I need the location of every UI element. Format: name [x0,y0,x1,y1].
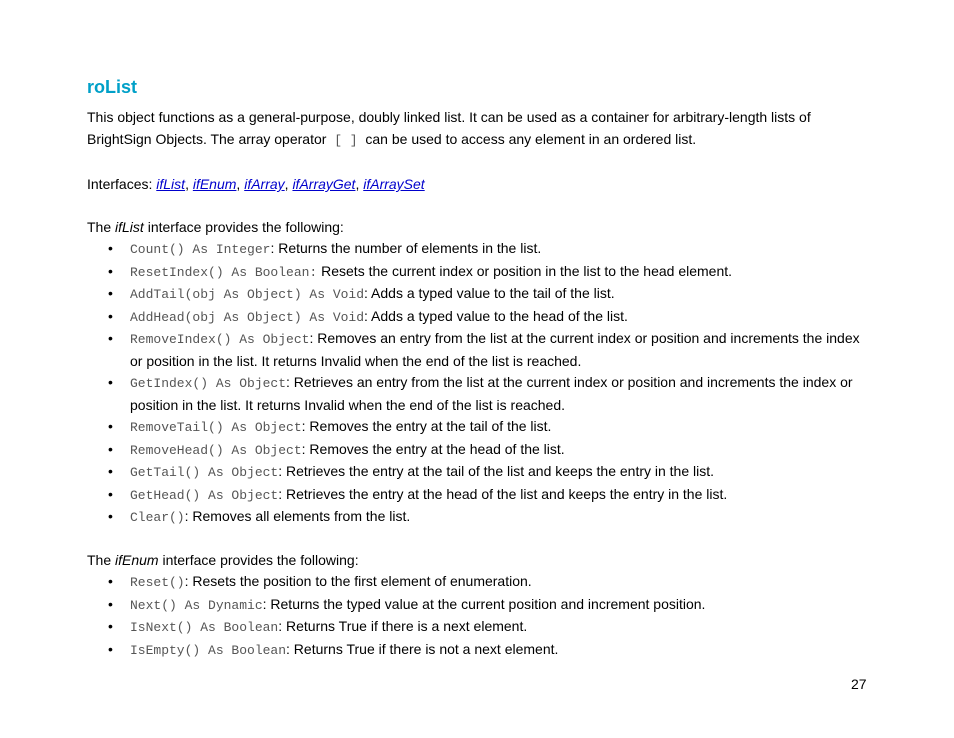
method-description: : Removes the entry at the head of the list. [301,440,565,457]
method-signature: AddTail(obj As Object) As Void [130,287,365,302]
method-signature: IsNext() As Boolean [130,620,279,635]
method-item [87,238,867,261]
intro-code: [ ] [334,132,358,148]
iflist-heading-name: ifList [115,218,144,235]
method-description: : Removes the entry at the tail of the list. [301,418,552,434]
iflist-heading-suffix: interface provides the following: [147,218,344,235]
interface-link-ifarrayset[interactable]: ifArraySet [363,176,425,192]
method-signature: GetTail() As Object [130,465,279,480]
ifenum-heading-suffix: interface provides the following: [162,551,359,568]
page-number: 27 [851,676,867,692]
method-description: : Removes an entry from the list at the current index or position and increments the index or position in the list. It returns Invalid when the end of the list is reached. [130,330,860,369]
link-separator: , [355,176,364,192]
method-item [87,328,867,372]
section-title: roList [87,77,138,97]
method-item [87,261,867,284]
method-description: : Returns True if there is a next element. [278,618,528,634]
method-description: : Adds a typed value to the tail of the list. [364,285,615,301]
ifenum-heading-name: ifEnum [115,551,159,568]
method-description: Resets the current index or position in the list to the head element. [317,262,733,279]
intro-paragraph [87,107,867,151]
intro-text-2: can be used to access any element in an ordered list. [365,130,697,147]
interface-link-ifenum[interactable]: ifEnum [192,176,237,192]
document-page [87,76,867,661]
iflist-heading-prefix: The [87,218,112,235]
method-signature: GetIndex() As Object [130,376,287,391]
method-signature: RemoveHead() As Object [130,442,302,458]
ifenum-method-list [87,571,867,661]
interface-link-ifarrayget[interactable]: ifArrayGet [292,176,356,192]
method-signature: Next() As Dynamic [130,597,263,613]
interfaces-links [156,176,424,192]
method-description: : Returns the typed value at the current position and increment position. [262,595,706,612]
method-item [87,283,867,306]
method-description: : Retrieves an entry from the list at the current index or position and increments the index or position in the list. It returns Invalid when the end of the list is reached. [130,374,853,413]
method-item [87,439,867,462]
interfaces-label: Interfaces: [87,176,153,192]
method-description: : Removes all elements from the list. [184,508,411,524]
interface-link-ifarray[interactable]: ifArray [244,176,285,192]
link-separator: , [284,176,293,192]
method-item [87,306,867,329]
method-signature: RemoveTail() As Object [130,420,302,435]
method-item [87,594,867,617]
method-signature: Clear() [130,510,185,525]
method-item [87,372,867,416]
iflist-method-list [87,238,867,529]
method-item [87,484,867,507]
method-signature: AddHead(obj As Object) As Void [130,309,365,325]
method-description: : Returns the number of elements in the list. [270,240,542,256]
method-item [87,461,867,484]
link-separator: , [236,176,245,192]
method-signature: IsEmpty() As Boolean [130,642,287,658]
ifenum-heading [87,550,867,572]
method-signature: GetHead() As Object [130,487,279,503]
method-signature: RemoveIndex() As Object [130,332,310,347]
method-item [87,639,867,662]
ifenum-heading-prefix: The [87,551,112,568]
intro-text-1: This object functions as a general-purpose, doubly linked list. It can be used as a container for arbitrary-length lists of BrightSign Objects. The array operator [87,109,811,147]
iflist-heading [87,217,867,239]
method-description: : Retrieves the entry at the head of the list and keeps the entry in the list. [278,485,728,502]
method-description: : Adds a typed value to the head of the list. [364,307,628,324]
method-description: : Resets the position to the first element of enumeration. [184,573,532,589]
method-item [87,616,867,639]
interface-link-iflist[interactable]: ifList [156,176,186,192]
method-item [87,571,867,594]
interfaces-line [87,174,867,196]
method-item [87,416,867,439]
method-description: : Returns True if there is not a next element. [286,640,559,657]
method-signature: Count() As Integer [130,242,271,257]
method-item [87,506,867,529]
method-signature: Reset() [130,575,185,590]
method-signature: ResetIndex() As Boolean: [130,264,318,280]
method-description: : Retrieves the entry at the tail of the list and keeps the entry in the list. [278,463,715,479]
link-separator: , [185,176,193,192]
